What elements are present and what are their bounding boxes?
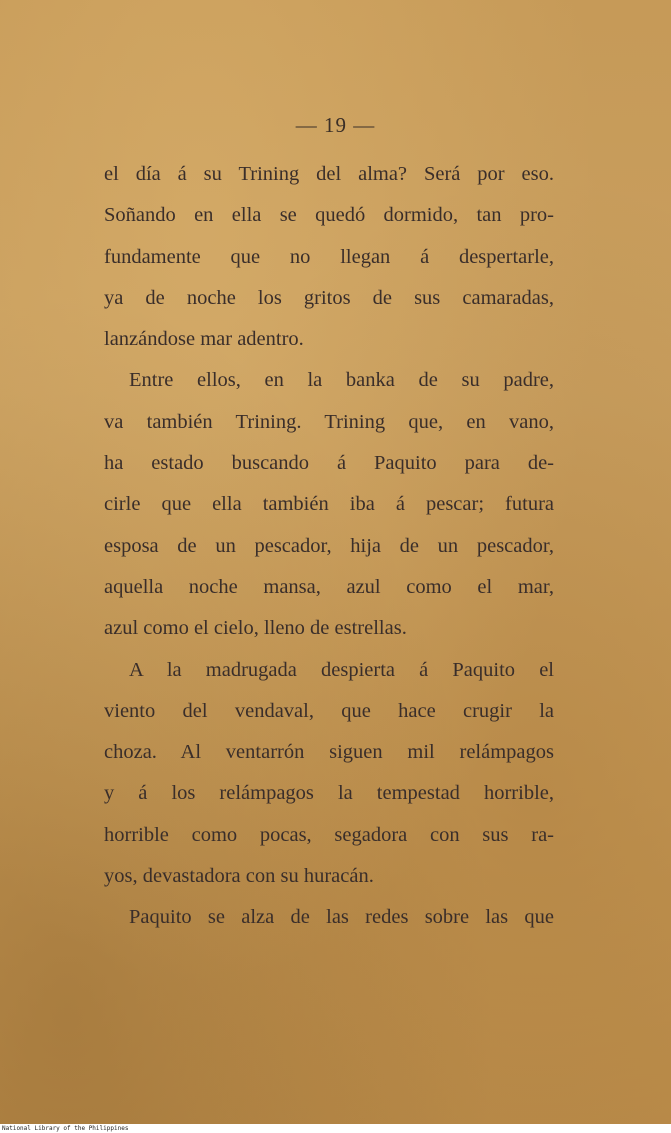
text-line: yos, devastadora con su huracán. [104, 865, 374, 888]
text-line: A la madrugada despierta á Paquito el [129, 658, 554, 681]
text-line: cirle que ella también iba á pescar; futura [104, 493, 554, 516]
text-line: el día á su Trining del alma? Será por eso. [104, 163, 554, 185]
text-line: esposa de un pescador, hija de un pescador, [104, 534, 554, 557]
body-text [104, 154, 554, 939]
text-line: azul como el cielo, lleno de estrellas. [104, 617, 407, 640]
text-line: viento del vendaval, que hace crugir la [104, 699, 554, 722]
text-line: choza. Al ventarrón siguen mil relámpagos [104, 741, 554, 764]
text-line: Entre ellos, en la banka de su padre, [129, 369, 554, 392]
text-line: lanzándose mar adentro. [104, 328, 304, 351]
text-line: aquella noche mansa, azul como el mar, [104, 575, 554, 598]
page-number: — 19 — [295, 113, 376, 137]
text-line: y á los relámpagos la tempestad horrible, [104, 782, 554, 805]
text-line: ha estado buscando á Paquito para de- [104, 452, 554, 475]
text-line: ya de noche los gritos de sus camaradas, [104, 286, 554, 309]
library-credit: National Library of the Philippines [2, 1125, 129, 1132]
text-line: fundamente que no llegan á despertarle, [104, 245, 554, 268]
text-line: va también Trining. Trining que, en vano, [104, 410, 554, 433]
text-line: Paquito se alza de las redes sobre las que [129, 906, 554, 929]
text-line: Soñando en ella se quedó dormido, tan pro- [104, 204, 554, 227]
text-line: horrible como pocas, segadora con sus ra- [104, 823, 554, 846]
